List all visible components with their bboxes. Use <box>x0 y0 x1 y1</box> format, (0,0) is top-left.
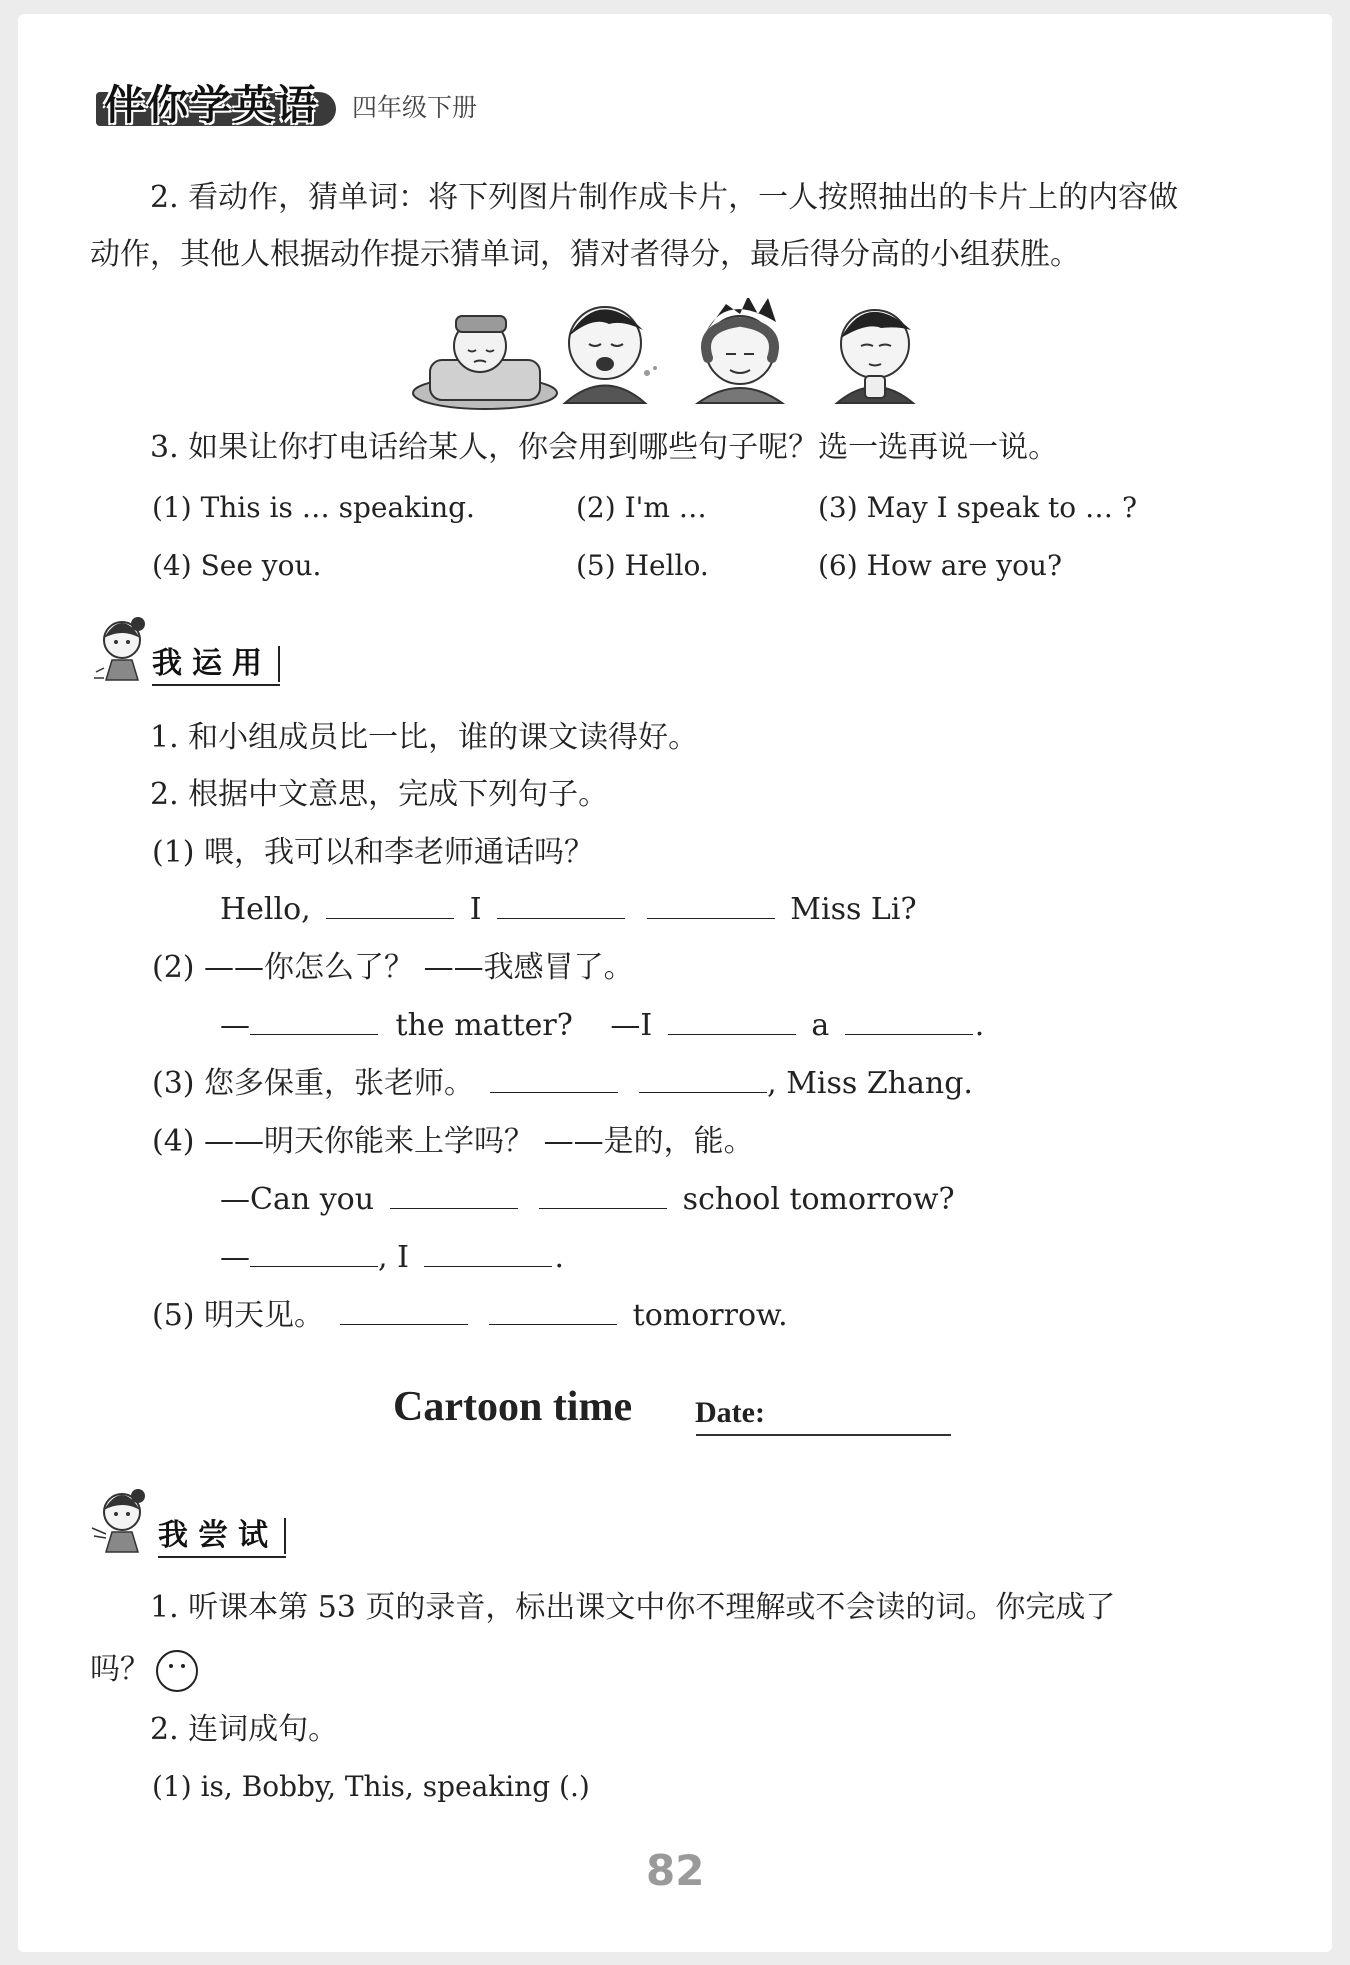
apply-s1-en <box>220 892 917 928</box>
sick-in-bed-illustration <box>413 316 557 409</box>
ex2-line2: 动作，其他人根据动作提示猜单词，猜对者得分，最后得分高的小组获胜。 <box>90 237 1080 272</box>
girl-mascot-icon-2 <box>90 1488 154 1560</box>
s5-blank-2[interactable] <box>489 1302 617 1325</box>
s1-blank-2[interactable] <box>497 896 625 919</box>
s2-blank-3[interactable] <box>845 1012 973 1035</box>
s4-i: , I <box>378 1240 409 1275</box>
s1-blank-1[interactable] <box>326 896 454 919</box>
coughing-boy-illustration <box>565 307 657 403</box>
s1-blank-3[interactable] <box>647 896 775 919</box>
s4-blank-2[interactable] <box>539 1186 667 1209</box>
date-label: Date: <box>695 1396 765 1429</box>
apply-s4-en-2 <box>220 1240 564 1276</box>
s4-blank-1[interactable] <box>390 1186 518 1209</box>
try-q1-ma: 吗？ <box>90 1652 150 1687</box>
s3-blank-1[interactable] <box>490 1070 618 1093</box>
s3-miss-zhang: , Miss Zhang. <box>767 1066 973 1101</box>
s4-blank-3[interactable] <box>250 1244 378 1267</box>
ex3-option-3: (3) May I speak to … ? <box>818 491 1137 524</box>
apply-s4-en-1 <box>220 1182 955 1218</box>
page-number: 82 <box>646 1846 705 1895</box>
s4-period: . <box>554 1240 565 1275</box>
try-q1-line2 <box>90 1650 198 1692</box>
ex3-title: 3. 如果让你打电话给某人，你会用到哪些句子呢？选一选再说一说。 <box>150 430 1059 465</box>
book-grade: 四年级下册 <box>352 93 478 122</box>
apply-s2-cn: (2) ——你怎么了？ ——我感冒了。 <box>152 950 634 985</box>
s1-miss-li: Miss Li? <box>790 892 917 927</box>
apply-s2-en <box>220 1008 984 1044</box>
try-q1-line1: 1. 听课本第 53 页的录音，标出课文中你不理解或不会读的词。你完成了 <box>150 1590 1116 1625</box>
s2-i: —I <box>610 1008 653 1043</box>
apply-s3 <box>152 1066 973 1102</box>
try-q2: 2. 连词成句。 <box>150 1712 339 1747</box>
headache-boy-illustration <box>698 298 782 403</box>
s2-matter: the matter? <box>395 1008 573 1043</box>
apply-s1-cn: (1) 喂，我可以和李老师通话吗？ <box>152 835 595 870</box>
date-blank[interactable] <box>696 1434 951 1436</box>
s1-i: I <box>469 892 482 927</box>
try-s1: (1) is, Bobby, This, speaking (.) <box>152 1770 590 1803</box>
ex3-option-6: (6) How are you? <box>818 549 1062 582</box>
s2-period: . <box>974 1008 985 1043</box>
sore-throat-boy-illustration <box>837 310 913 403</box>
s3-cn: (3) 您多保重，张老师。 <box>152 1066 475 1101</box>
s2-blank-1[interactable] <box>250 1012 378 1035</box>
s4-can-you: —Can you <box>220 1182 375 1217</box>
s3-blank-2[interactable] <box>639 1070 767 1093</box>
ex3-option-1: (1) This is … speaking. <box>152 491 475 524</box>
s2-blank-2[interactable] <box>668 1012 796 1035</box>
section-title-apply: 我运用 <box>152 646 280 682</box>
s4-school: school tomorrow? <box>682 1182 955 1217</box>
apply-q1: 1. 和小组成员比一比，谁的课文读得好。 <box>150 720 699 755</box>
apply-q2: 2. 根据中文意思，完成下列句子。 <box>150 777 609 812</box>
cartoon-time-title: Cartoon time <box>393 1384 633 1430</box>
section-title-try: 我尝试 <box>158 1518 286 1554</box>
s1-hello: Hello, <box>220 892 311 927</box>
s5-blank-1[interactable] <box>340 1302 468 1325</box>
s5-tomorrow: tomorrow. <box>632 1298 788 1333</box>
ex3-option-5: (5) Hello. <box>576 549 709 582</box>
ex2-line1: 2. 看动作，猜单词：将下列图片制作成卡片，一人按照抽出的卡片上的内容做 <box>150 180 1179 215</box>
s5-cn: (5) 明天见。 <box>152 1298 325 1333</box>
ex3-option-2: (2) I'm … <box>576 491 707 524</box>
smiley-face-icon[interactable] <box>156 1650 198 1692</box>
s4-blank-4[interactable] <box>424 1244 552 1267</box>
s2-a: a <box>811 1008 830 1043</box>
ex3-option-4: (4) See you. <box>152 549 322 582</box>
apply-s4-cn: (4) ——明天你能来上学吗？ ——是的，能。 <box>152 1124 754 1159</box>
s2-dash: — <box>220 1008 250 1043</box>
apply-s5 <box>152 1298 788 1334</box>
action-illustrations <box>410 298 930 410</box>
s4-dash: — <box>220 1240 250 1275</box>
girl-mascot-icon <box>92 616 152 688</box>
book-brand: 伴你学英语 <box>104 81 319 129</box>
